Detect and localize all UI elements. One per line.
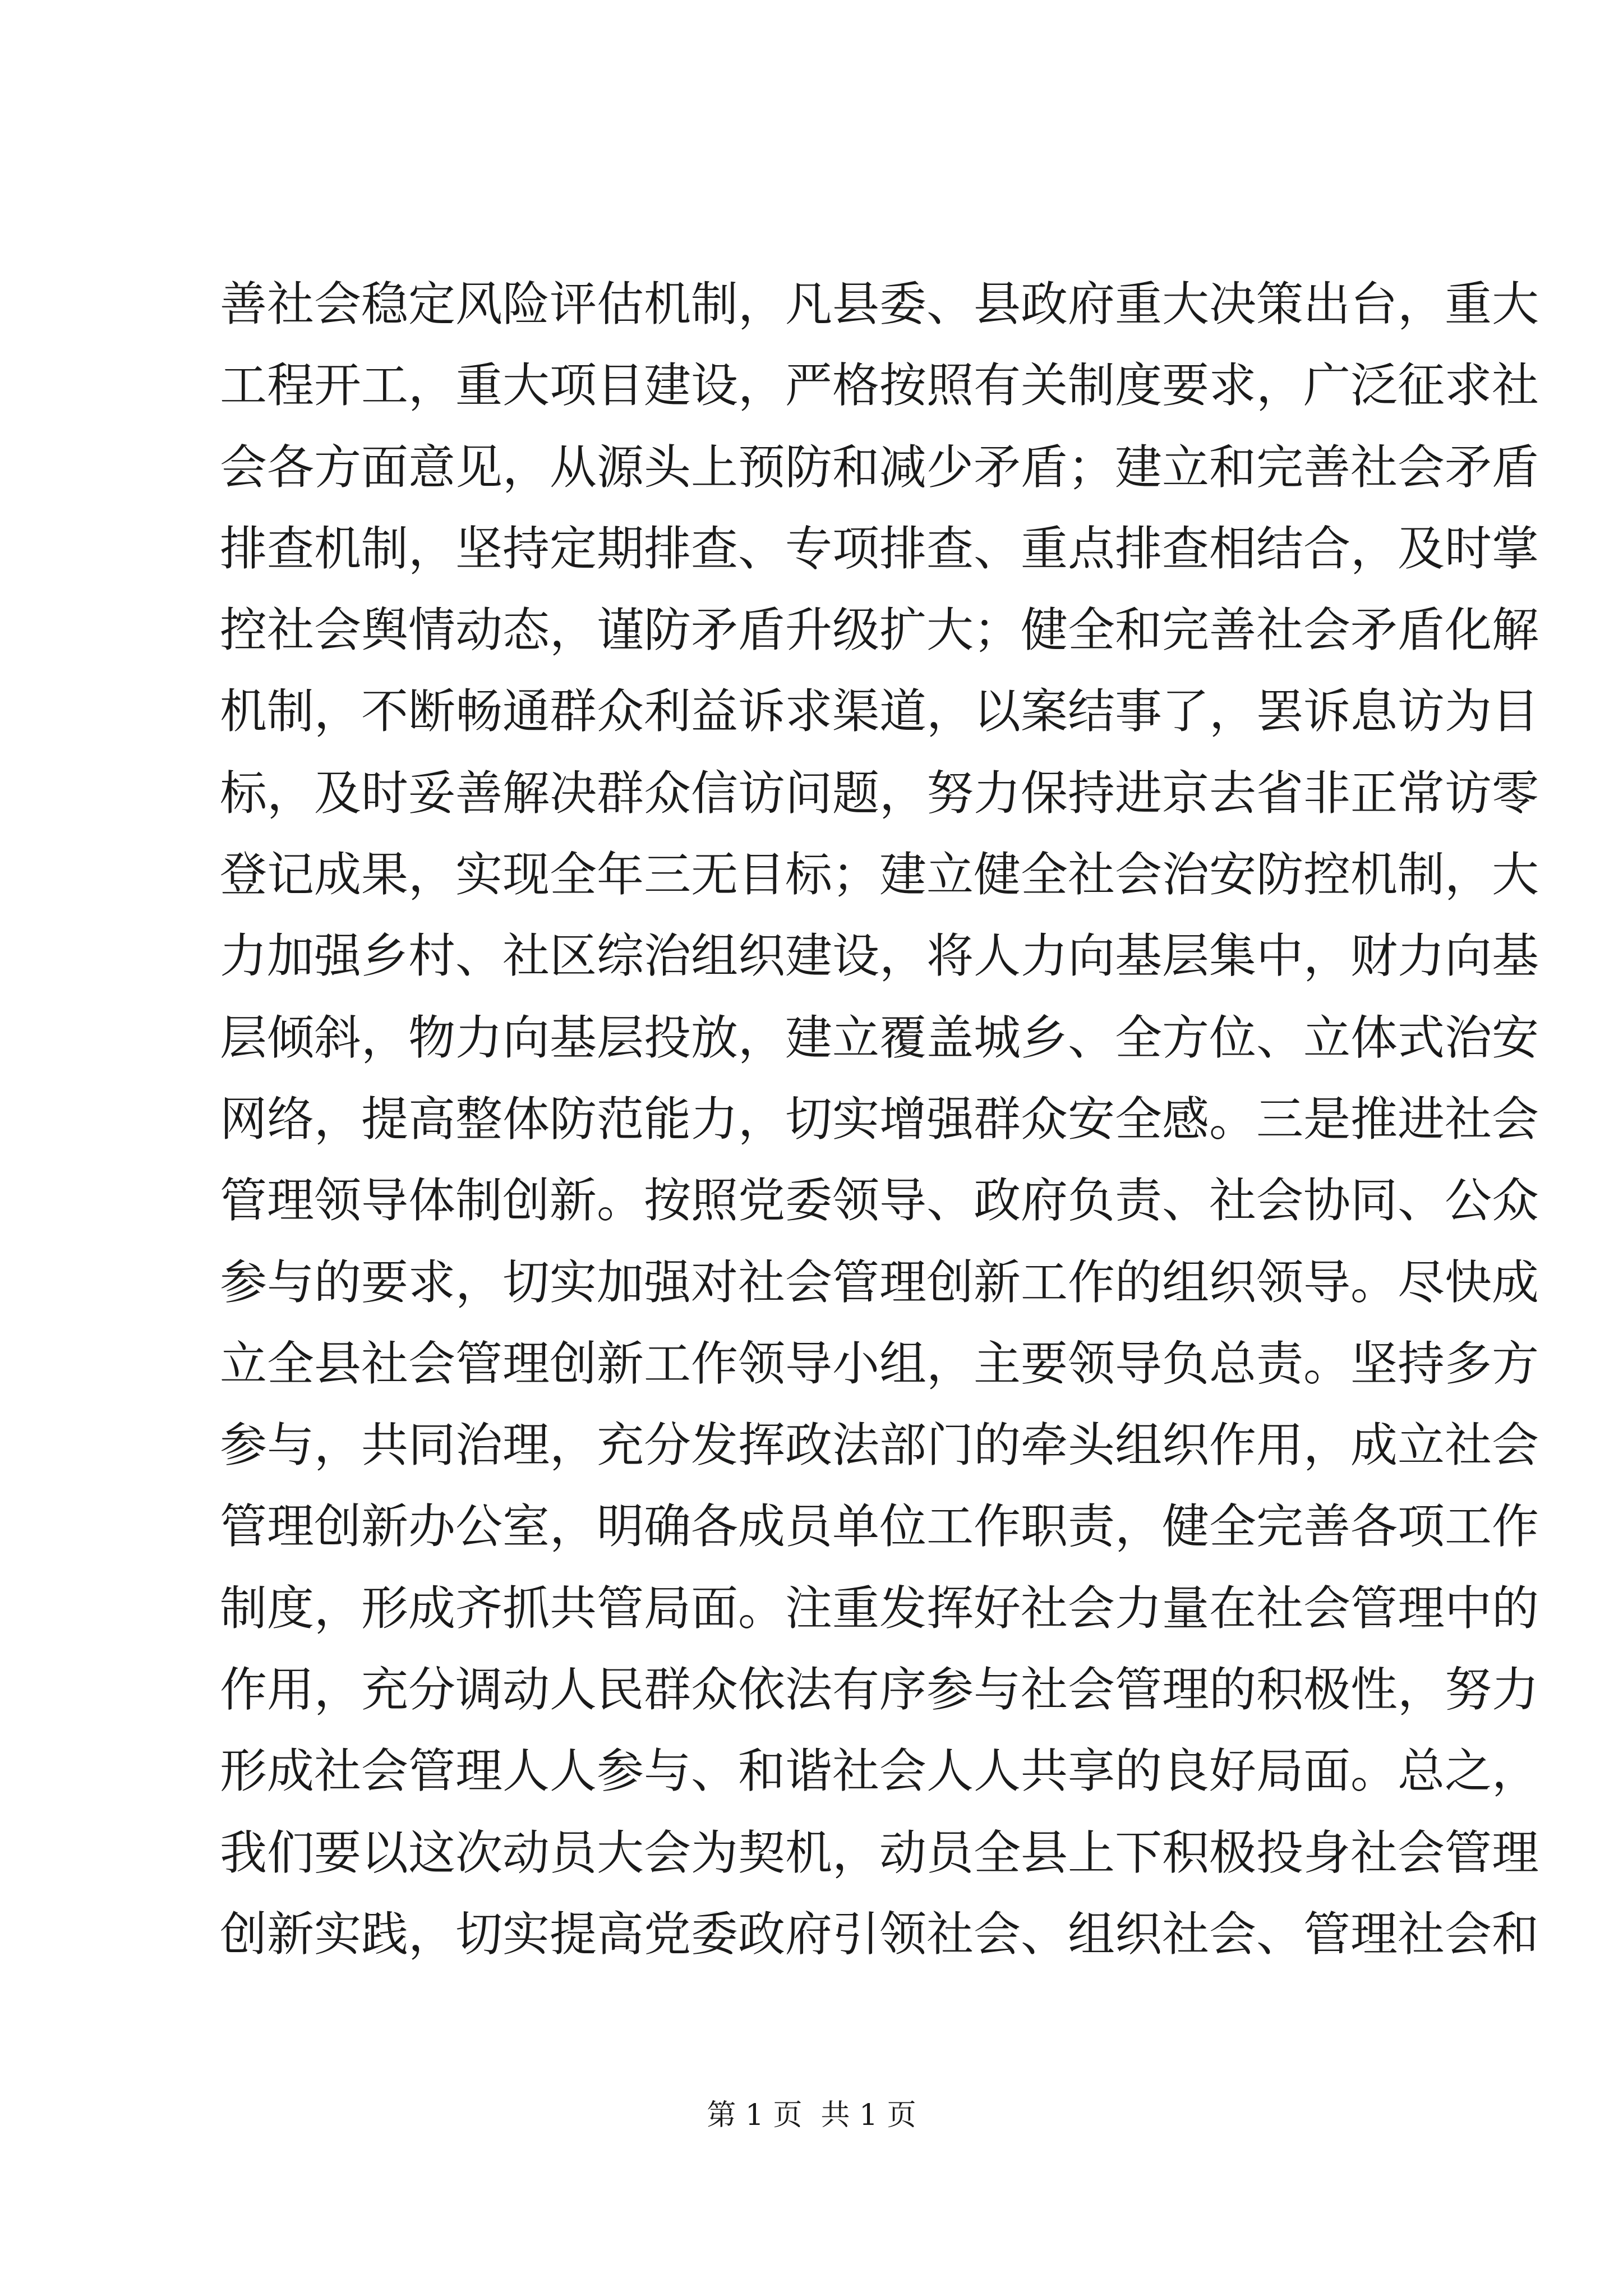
text-line: 善社会稳定风险评估机制，凡县委、县政府重大决策出台，重大	[220, 277, 1539, 332]
text-line: 登记成果，实现全年三无目标；建立健全社会治安防控机制，大	[220, 847, 1539, 903]
text-line: 工程开工，重大项目建设，严格按照有关制度要求，广泛征求社	[220, 358, 1539, 413]
text-line: 管理创新办公室，明确各成员单位工作职责，健全完善各项工作	[220, 1499, 1539, 1554]
body-paragraph	[220, 264, 1539, 1975]
text-line: 创新实践，切实提高党委政府引领社会、组织社会、管理社会和	[220, 1906, 1539, 1962]
text-line: 管理领导体制创新。按照党委领导、政府负责、社会协同、公众	[220, 1173, 1539, 1228]
text-line: 参与的要求，切实加强对社会管理创新工作的组织领导。尽快成	[220, 1254, 1539, 1310]
text-line: 作用，充分调动人民群众依法有序参与社会管理的积极性，努力	[220, 1662, 1539, 1718]
text-line: 排查机制，坚持定期排查、专项排查、重点排查相结合，及时掌	[220, 521, 1539, 576]
text-line: 标，及时妥善解决群众信访问题，努力保持进京去省非正常访零	[220, 765, 1539, 821]
text-line: 网络，提高整体防范能力，切实增强群众安全感。三是推进社会	[220, 1091, 1539, 1147]
text-line: 控社会舆情动态，谨防矛盾升级扩大；健全和完善社会矛盾化解	[220, 602, 1539, 658]
text-line: 机制，不断畅通群众利益诉求渠道，以案结事了，罢诉息访为目	[220, 684, 1539, 739]
text-line: 参与，共同治理，充分发挥政法部门的牵头组织作用，成立社会	[220, 1418, 1539, 1473]
text-line: 我们要以这次动员大会为契机，动员全县上下积极投身社会管理	[220, 1825, 1539, 1880]
text-line: 制度，形成齐抓共管局面。注重发挥好社会力量在社会管理中的	[220, 1580, 1539, 1636]
text-line: 立全县社会管理创新工作领导小组，主要领导负总责。坚持多方	[220, 1336, 1539, 1391]
text-line: 力加强乡村、社区综治组织建设，将人力向基层集中，财力向基	[220, 928, 1539, 984]
text-line: 形成社会管理人人参与、和谐社会人人共享的良好局面。总之，	[220, 1743, 1539, 1799]
text-line: 层倾斜，物力向基层投放，建立覆盖城乡、全方位、立体式治安	[220, 1010, 1539, 1065]
page-footer: 第 1 页 共 1 页	[707, 2099, 916, 2132]
text-line: 会各方面意见，从源头上预防和减少矛盾；建立和完善社会矛盾	[220, 439, 1539, 495]
